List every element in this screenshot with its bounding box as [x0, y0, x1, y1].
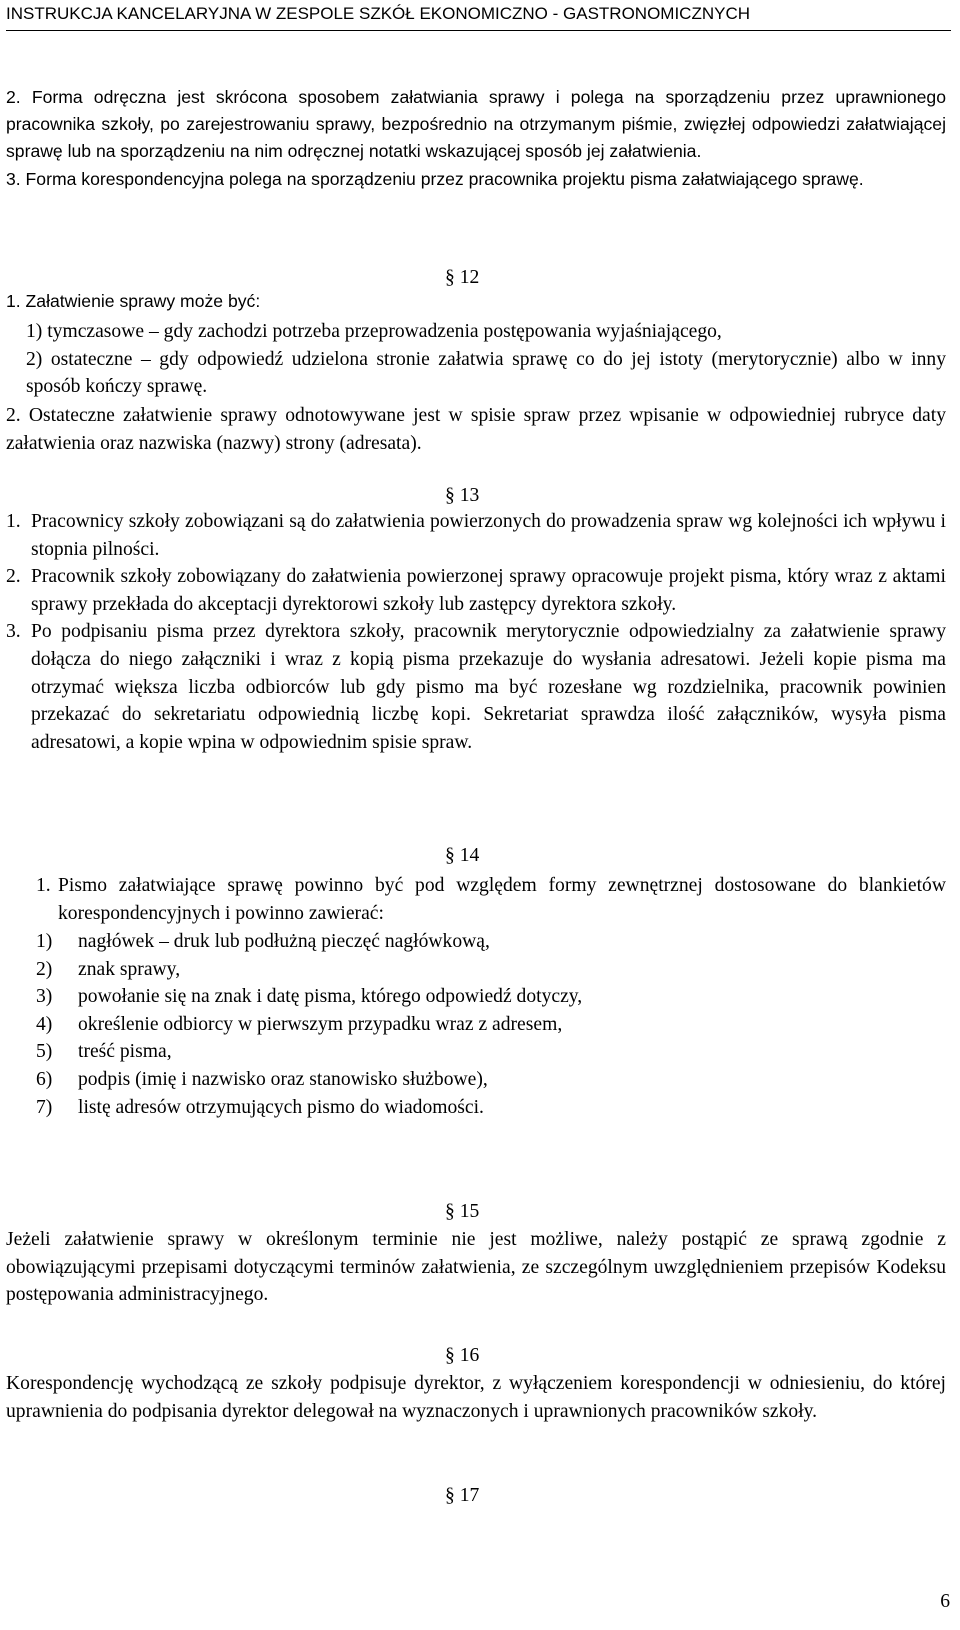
section-13-list: [6, 508, 946, 756]
section-heading-15: § 15: [445, 1201, 480, 1222]
section-heading-14: § 14: [445, 845, 480, 866]
section-14-list-text: listę adresów otrzymujących pismo do wiadomości.: [78, 1096, 484, 1118]
section-12-body: [6, 288, 946, 315]
section-14-list-text: określenie odbiorcy w pierwszym przypadku wraz z adresem,: [78, 1013, 563, 1035]
section-14-list-number: 1): [36, 931, 53, 952]
section-12-p2-number: 2.: [6, 405, 21, 426]
section-16-body: [6, 1370, 946, 1425]
section-14-list-text: nagłówek – druk lub podłużną pieczęć nagłówkową,: [78, 931, 490, 952]
section-12-p2-text: Ostateczne załatwienie sprawy odnotowywane jest w spisie spraw przez wpisanie w odpowiedniej rubryce daty załatwienia oraz nazwiska (nazwy) strony (adresata).: [6, 405, 946, 454]
section-14-list-text: znak sprawy,: [78, 958, 181, 980]
section-13-item-number: 3.: [6, 621, 21, 643]
section-13-item: [6, 563, 946, 618]
section-14-paragraph-1: [36, 872, 946, 927]
section-13-item: [6, 618, 946, 756]
section-14-body: [36, 872, 946, 927]
running-header: INSTRUKCJA KANCELARYJNA W ZESPOLE SZKÓŁ EKONOMICZNO - GASTRONOMICZNYCH: [6, 4, 751, 23]
section-13-item: [6, 508, 946, 563]
section-14-p1-text: Pismo załatwiające sprawę powinno być pod względem formy zewnętrznej dostosowane do blankietów korespondencyjnych i powinno zawierać:: [58, 875, 946, 924]
section-14-list-item: [36, 928, 916, 956]
section-14-list-number: 4): [36, 1013, 53, 1035]
section-heading-13: § 13: [445, 485, 480, 506]
section-14-list-item: [36, 1094, 916, 1122]
paragraph-2: 2. Forma odręczna jest skrócona sposobem załatwiania sprawy i polega na sporządzeniu przez uprawnionego pracownika szkoły, po zarejestrowaniu sprawy, bezpośrednio na otrzymanym piśmie, zwięzłej odpowiedzi załatwiającej sprawę lub na sporządzeniu na nim odręcznej notatki wskazującej sposób jej załatwienia.: [6, 87, 946, 162]
section-13-item-text: Po podpisaniu pisma przez dyrektora szkoły, pracownik merytorycznie odpowiedzialny za załatwienie sprawy dołącza do niego załączniki i wraz z kopią pisma przekazuje do wysłania adresatowi. Jeżeli kopie pisma ma otrzymać większa liczba odbiorców lub gdy pismo ma być rozesłane wg rozdzielnika, pracownik powinien przekazać do sekretariatu odpowiednią liczbę kopi. Sekretariat sprawdza ilość załączników, wysyła pisma adresatowi, a kopie wpina w odpowiednim spisie spraw.: [31, 621, 946, 753]
section-15-body: [6, 1226, 946, 1309]
section-16-text: Korespondencję wychodzącą ze szkoły podpisuje dyrektor, z wyłączeniem korespondencji w odniesieniu, do której uprawnienia do podpisania dyrektor delegował na wyznaczonych i uprawnionych pracowników szkoły.: [6, 1373, 946, 1422]
section-13-item-number: 2.: [6, 566, 21, 588]
section-14-list-text: powołanie się na znak i datę pisma, którego odpowiedź dotyczy,: [78, 986, 583, 1008]
section-14-list-number: 6): [36, 1068, 53, 1090]
section-12-list: [26, 318, 946, 401]
section-14-list-item: [36, 956, 916, 984]
section-14-p1-number: 1.: [36, 875, 51, 896]
section-12-intro: 1. Załatwienie sprawy może być:: [6, 291, 261, 311]
section-12-item-1: 1) tymczasowe – gdy zachodzi potrzeba przeprowadzenia postępowania wyjaśniającego,: [26, 321, 722, 342]
header-divider: [6, 30, 951, 31]
section-14-list-item: [36, 1038, 916, 1066]
section-14-list: [36, 928, 916, 1121]
section-15-text: Jeżeli załatwienie sprawy w określonym terminie nie jest możliwe, należy postąpić ze sprawą zgodnie z obowiązującymi przepisami dotyczącymi terminów załatwienia, ze szczególnym uwzględnieniem przepisów Kodeksu postępowania administracyjnego.: [6, 1229, 946, 1306]
section-heading-12: § 12: [445, 267, 480, 288]
page-number: 6: [940, 1591, 950, 1612]
section-13-item-number: 1.: [6, 511, 21, 532]
section-12-item-2: 2) ostateczne – gdy odpowiedź udzielona stronie załatwia sprawę co do jej istoty (merytorycznie) albo w inny sposób kończy sprawę.: [26, 348, 946, 398]
section-13-item-text: Pracownik szkoły zobowiązany do załatwienia powierzonej sprawy opracowuje projekt pisma, który wraz z aktami sprawy przekłada do akceptacji dyrektorowi szkoły lub zastępcy dyrektora szkoły.: [31, 566, 946, 615]
section-14-list-item: [36, 1011, 916, 1039]
paragraph-3: 3. Forma korespondencyjna polega na sporządzeniu przez pracownika projektu pisma załatwiającego sprawę.: [6, 168, 864, 189]
section-14-list-number: 5): [36, 1041, 53, 1063]
section-14-list-item: [36, 1066, 916, 1094]
section-14-list-item: [36, 983, 916, 1011]
section-12-paragraph-2: [6, 402, 946, 457]
section-11-continuation: [6, 84, 946, 193]
section-14-list-number: 3): [36, 986, 53, 1008]
section-14-list-number: 2): [36, 958, 53, 980]
section-14-list-number: 7): [36, 1096, 53, 1118]
section-heading-17: § 17: [445, 1485, 480, 1506]
section-heading-16: § 16: [445, 1345, 480, 1366]
section-14-list-text: treść pisma,: [78, 1041, 172, 1063]
section-14-list-text: podpis (imię i nazwisko oraz stanowisko służbowe),: [78, 1068, 488, 1090]
section-13-item-text: Pracownicy szkoły zobowiązani są do załatwienia powierzonych do prowadzenia spraw wg kolejności ich wpływu i stopnia pilności.: [31, 511, 946, 560]
